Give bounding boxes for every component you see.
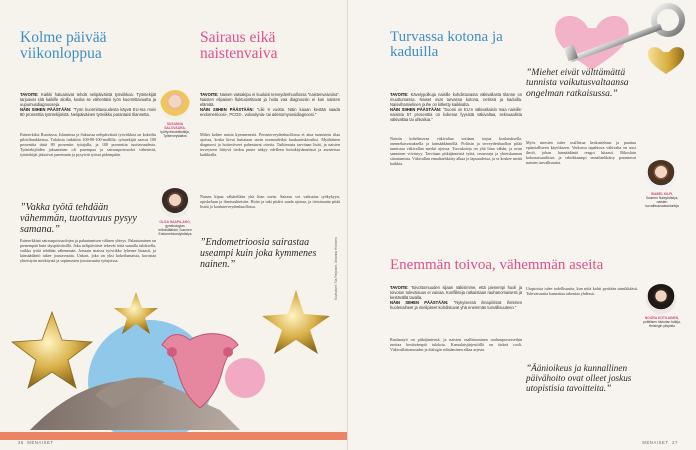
- body2-hope: Utopioista tulee todellisuutta, kun niitä kohti pyritään sinnikkäästi. Tulevaisuutta kannattaa rakentaa yhdessä.: [526, 286, 638, 297]
- gold-star-right: [262, 290, 330, 354]
- body-illness: Miltei kolme naista kymmenestä. Perusterveydenhuollossa ei aina tunnisteta tilaa ajoissa, koska kivut kuitataan usein normaaleiksi kuukautiskivuiksi. Myöhäinen diagnoosi ja hoitoviiveet pahentavat oireita. Tutkimusta tarvitaan lisää, ja naisten terveyteen liittyvä tiedon puute näkyy edelleen hoitokäytännöissä ja asenteissa kaikkialla.: [200, 132, 340, 158]
- body2-safety: Myös miesten tulee osallistua keskusteluun ja puuttua epäasialliseen käytökseen. Verkossa tapahtuva väkivalta on uusi ilmiö, johon lainsäädäntö reagoi hitaasti. Rikoslain kokonaisuudistus ja tehokkaampi ennaltaehkäisy parantavat naisten turvallisuutta.: [526, 140, 636, 166]
- body2-four-day-week: Esimerkkinä sairauspoissaolojen ja palautumisen välinen yhteys. Palautuminen on pienempää kuin täyspäiväisillä. Joka nelipäiväiset tekevät töitä samalla tuloksella, vaikka työtä tehdään vähemmän. Joissain maissa työviikko lyhenee hitaasti, ja lainsäädäntö tukee joustavuutta. Unkari, joka on yksi kokeilumaista, korostaa yhteistyön merkitystä ja sopimusten joustavuutta työajoissa.: [20, 238, 156, 264]
- lead-hope: TAVOITE: Toivottomuuden sijaan näkisimme, että pienempi huoli ja toivoton tulevaisuus ei vaivaa. Konflikteja ratkaistaan rauhanomaisesti ja kestävällä tavalla. NÄIN SIIHEN PÄÄSTÄÄN: "Nykyisessä ilmapiirissä ihmisten huolenaiheet ja mielipiteet kohdistuvat yhä enemmän turvallisuuteen.": [390, 285, 523, 311]
- caption-olga: OLGA HAAPA-AHO, gynekologian erikoislääkäri, Suomen Endometrioosiyhdistys: [158, 220, 192, 236]
- quote-hope: ”Äänioikeus ja kunnallinen päivähoito ovat olleet joskus utopistisia tavoitteita.”: [526, 363, 632, 393]
- headline-illness: Sairaus eikä naistenvaiva: [200, 29, 278, 62]
- body-safety: Naisiin kohdistuvaa väkivaltaa voidaan torjua koulutuksella, asennekasvatuksella ja lainsäädännöllä. Poliisin ja terveydenhuollon pitää tunnistaa väkivallan merkit ajoissa. Turvakoteja on yhä liian vähän, ja avun saaminen viivästyy. Tarvitaan pitkäjänteistä työtä, resursseja ja yhteiskunnan sitoutumista. Väkivallan ennaltaehkäisy alkaa jo lapsuudessa, ja se koskee meitä kaikkia.: [390, 136, 522, 167]
- quote-illness: ”Endometrioosia sairastaa useampi kuin joka kymmenes nainen.”: [200, 237, 317, 270]
- headline-four-day-week: Kolme päivää viikonloppua: [20, 29, 107, 62]
- caption-isabel: ISABEL KILPI, Suomen Naisyhdistys, naisten turvallisuusasiantuntija: [645, 192, 679, 208]
- caption-noora: NOORA KOTILAINEN, poliittisen historian tutkija, Helsingin yliopisto: [643, 316, 681, 328]
- folio-left: 26 MENAISET: [18, 440, 54, 445]
- headline-safety: Turvassa kotona ja kaduilla: [390, 29, 503, 61]
- avatar-susanna: [160, 90, 190, 120]
- gold-star-large: [12, 312, 92, 388]
- coral-band: [0, 432, 348, 440]
- collage-illustration: [0, 290, 348, 440]
- body-hope: Rauhantyö on pitkäjänteistä, ja naisten osallistuminen rauhanprosesseihin tuottaa kestävämpiä tuloksia. Kansalaisjärjestöillä on tärkeä rooli. Väkivallattomuuden ja dialogin edistäminen alkaa arjesta.: [390, 337, 522, 353]
- photo-credit: Kuvitukset: Tiia Parjanne, Johanna Hirvonen: [334, 237, 338, 300]
- pink-circle-shape: [225, 358, 265, 398]
- right-page: [348, 0, 696, 450]
- quote-safety: ”Miehet eivät välttämättä tunnista vaikutusvaltaansa ongelman ratkaisussa.”: [526, 67, 629, 99]
- gold-heart-shape: [648, 47, 684, 74]
- body-four-day-week: Esimerkiksi Ruotsissa, Islannissa ja Saksassa nelipäiväistä työviikkoa on kokeiltu pilottihankkeissa. Tuloksia tutkittiin 100-80-100-mallilla: työntekijät saavat 100 prosenttia tästä 80 prosentin työajalla, ja 100 prosenttia tuottavuudesta. Työntekijöiden jaksaminen oli parempaa ja sairauspoissaolot vähenivät, työntekijät jaksoivat paremmin ja pysyivät työssä pidempään.: [20, 132, 156, 158]
- lead-illness: TAVOITE: Naisen vatsakipu ei kuuluisi terveydenhuollossa "naistenvaivoina". Naisten elipaisen fluktuointitavat ja hoita vaa diagnoosin ei kun naisten elämää. NÄIN SIIHEN PÄÄSTÄÄN: "Liki 9 vuotta. Näin kauan kestää saada endometrioosi-, PCOS-, vulvodynia- tai adenomyoosidiagnoosi.": [200, 92, 340, 118]
- lead-safety: TAVOITE: Kävelypolkuja naisille kohdistuvasta väkivallasta tilanne on muuttumassa. Naiset ovat turvassa kotona, netissä ja kaduilla. Naisvihamielinen puhe on kitketty kaikkialta. NÄIN SIIHEN PÄÄSTÄÄN: "Suomi on EU:n väkivaltaisin maa naisille: naisista 57 prosenttia on kokenut fyysistä väkivaltaa, seksuaalista väkivaltaa tai uhkailua.": [390, 92, 522, 123]
- folio-right: MENAISET 27: [642, 440, 678, 445]
- lead-four-day-week: TAVOITE: Kaikki haluaisivat tehdä nelipäiväistä työviikkoa. Työntekijät tarjoavat sitä kaikille aloilla, koska se vähentäisi työn kuormittavuutta ja uupumusdiagnooseja. NÄIN SIIHEN PÄÄSTÄÄN: "Työn kuormittavuudesta käyvä EU-ma moiv 80 prosenttia työntekijöistä. Nelipäiväinen työviikko parantaisi tilannetta.: [20, 92, 156, 118]
- avatar-isabel: [646, 160, 676, 190]
- avatar-noora: [646, 284, 676, 314]
- headline-hope: Enemmän toivoa, vähemmän aseita: [390, 257, 604, 273]
- body2-illness: Naisen kipua vähätellään yhä liian usein. Sairaus voi vaikuttaa työkykyyn, opiskeluun ja ihmissuhteisiin. Hoito ja tuki pitäisi saada ajoissa, ja tietoisuutta pitää lisätä jo kouluterveydenhuollossa.: [200, 194, 340, 210]
- caption-susanna: SUSANNA SALOVAARA, työhyvinvointitutkija, Työterveyslaitos: [160, 122, 190, 138]
- quote-four-day-week: ”Vakka työtä tehdään vähemmän, tuottavuus pysyy samana.”: [20, 202, 137, 236]
- avatar-olga: [160, 188, 190, 218]
